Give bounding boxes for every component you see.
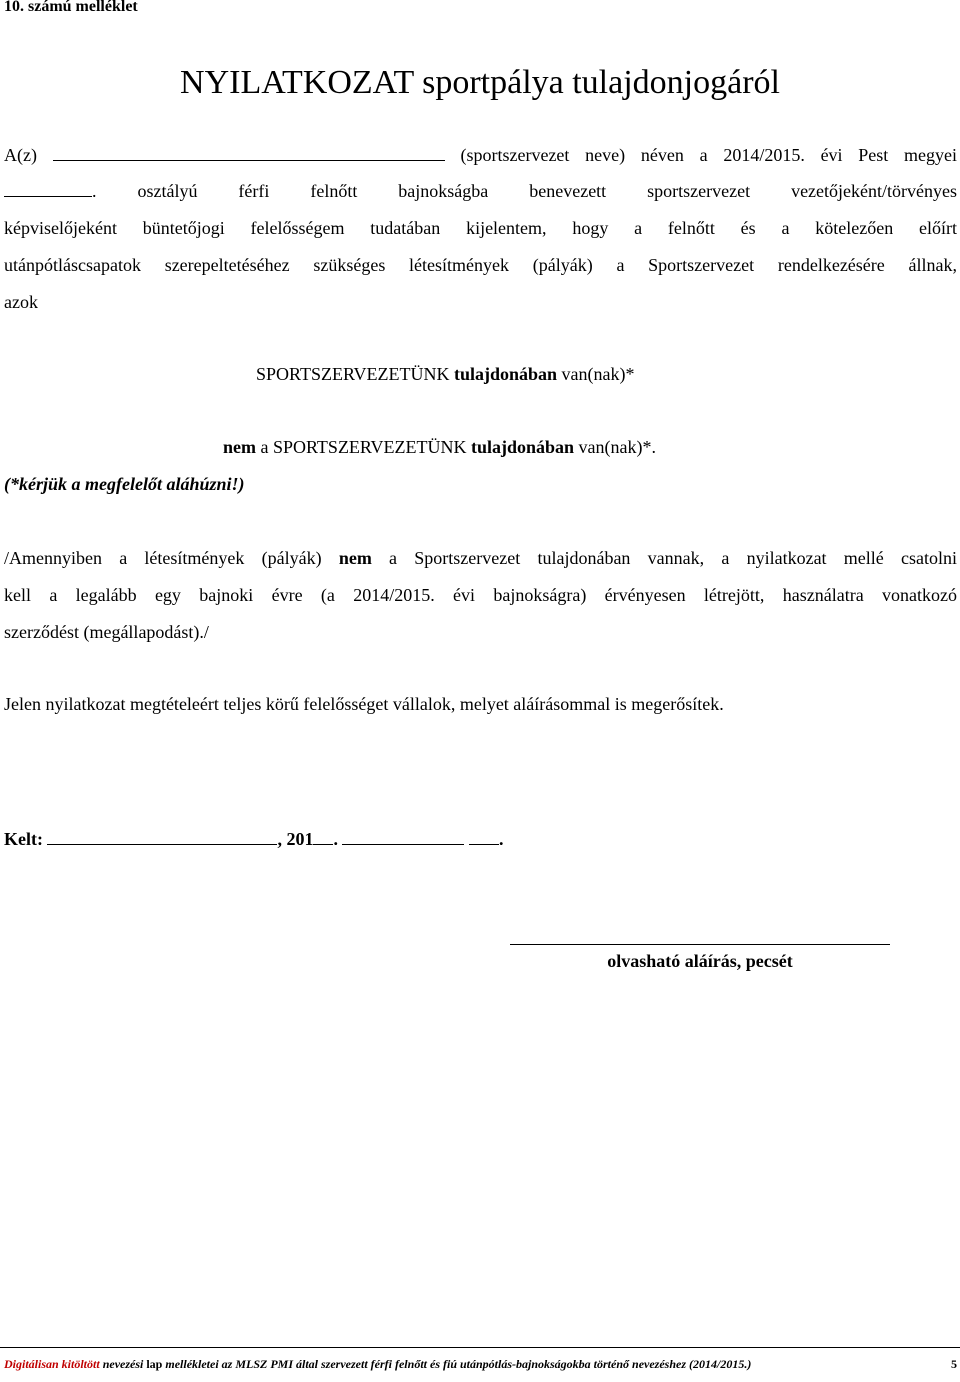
page-number: 5 bbox=[951, 1357, 957, 1371]
attachment-nem: nem bbox=[338, 548, 372, 568]
attachment-text-c: a Sportszervezet tulajdonában vannak, a nyilatkozat mellé csatolni bbox=[371, 548, 957, 568]
intro-line-1 bbox=[4, 145, 957, 166]
intro-division-text: . osztályú férfi felnőtt bajnokságba benevezett sportszervezet vezetőjeként/törvényes bbox=[92, 181, 957, 201]
option-owned-bold: tulajdonában bbox=[453, 364, 558, 384]
option-not-owned-bold: tulajdonában bbox=[470, 437, 575, 457]
footer-text-1: nevezési bbox=[99, 1357, 147, 1371]
intro-line-3: képviselőjeként büntetőjogi felelősségem tudatában kijelentem, hogy a felnőtt és a kötelezően előírt bbox=[4, 218, 957, 238]
intro-org-text: (sportszervezet neve) néven a 2014/2015. évi Pest megyei bbox=[460, 145, 958, 165]
date-end: . bbox=[498, 829, 504, 849]
option-owned[interactable] bbox=[256, 364, 635, 385]
responsibility-statement: Jelen nyilatkozat megtételeért teljes körű felelősséget vállalok, melyet aláírásommal is megerősítek. bbox=[4, 694, 724, 714]
date-month-blank[interactable] bbox=[342, 843, 464, 845]
signature-line[interactable] bbox=[510, 944, 890, 945]
annex-label: 10. számú melléklet bbox=[4, 0, 138, 15]
attachment-line-3: szerződést (megállapodást)./ bbox=[4, 622, 209, 642]
option-owned-suffix: van(nak)* bbox=[557, 364, 635, 384]
date-label: Kelt: bbox=[4, 829, 43, 849]
date-day-blank[interactable] bbox=[469, 843, 499, 845]
date-place-blank[interactable] bbox=[47, 843, 277, 845]
intro-az: A(z) bbox=[4, 145, 37, 165]
date-line bbox=[4, 829, 503, 850]
intro-line-2 bbox=[4, 181, 957, 202]
signature-label: olvasható aláírás, pecsét bbox=[607, 951, 793, 971]
date-sep: . bbox=[333, 829, 338, 849]
attachment-text-a: /Amennyiben a létesítmények (pályák) bbox=[4, 548, 339, 568]
intro-line-5: azok bbox=[4, 292, 38, 312]
option-not-owned[interactable] bbox=[223, 437, 656, 458]
footer-text-lap: lap bbox=[146, 1357, 163, 1371]
date-year-blank[interactable] bbox=[313, 843, 333, 845]
option-not-owned-suffix: van(nak)*. bbox=[574, 437, 656, 457]
attachment-line-1 bbox=[4, 548, 957, 569]
footer-rule bbox=[0, 1347, 960, 1348]
org-name-blank[interactable] bbox=[53, 159, 445, 161]
option-not-owned-text: a SPORTSZERVEZETÜNK bbox=[256, 437, 471, 457]
division-blank[interactable] bbox=[4, 195, 92, 197]
document-title: NYILATKOZAT sportpálya tulajdonjogáról bbox=[180, 64, 780, 101]
option-not-owned-nem: nem bbox=[223, 437, 256, 457]
option-owned-text: SPORTSZERVEZETÜNK bbox=[256, 364, 454, 384]
attachment-line-2: kell a legalább egy bajnoki évre (a 2014/2015. évi bajnokságra) érvényesen létrejött, használatra vonatkozó bbox=[4, 585, 957, 605]
date-year-prefix: , 201 bbox=[277, 829, 314, 849]
underline-note: (*kérjük a megfelelőt aláhúzni!) bbox=[4, 474, 245, 494]
footer-text-3: mellékletei az MLSZ PMI által szervezett férfi felnőtt és fiú utánpótlás-bajnokságokba történő nevezéshez (2014/2015.) bbox=[162, 1357, 752, 1371]
footer bbox=[4, 1357, 957, 1372]
footer-digital-text: Digitálisan kitöltött bbox=[4, 1357, 100, 1371]
intro-line-4: utánpótláscsapatok szerepeltetéséhez szükséges létesítmények (pályák) a Sportszervezet rendelkezésére állnak, bbox=[4, 255, 957, 275]
